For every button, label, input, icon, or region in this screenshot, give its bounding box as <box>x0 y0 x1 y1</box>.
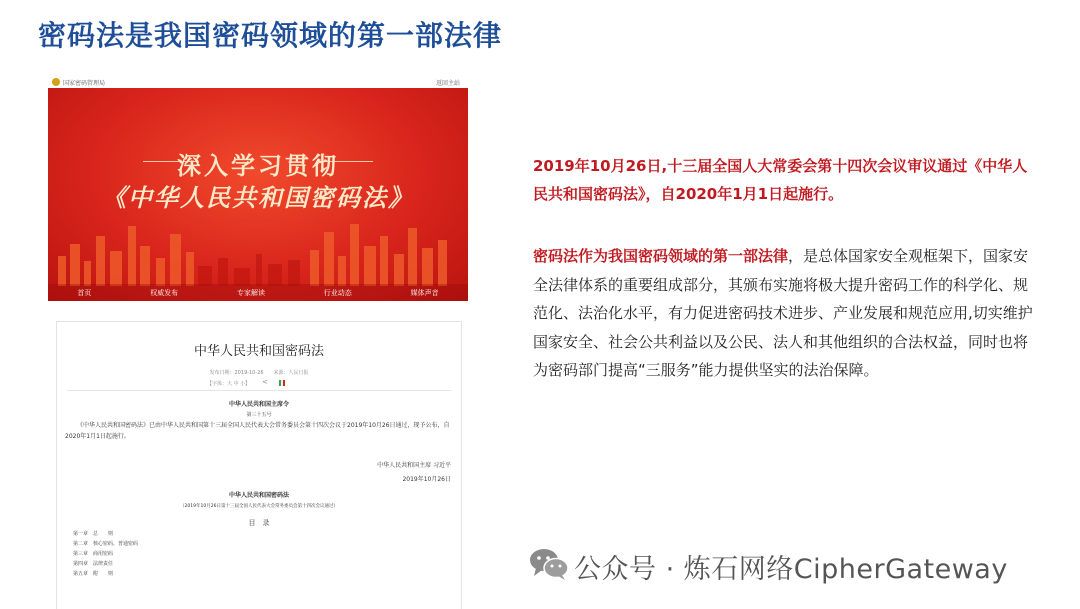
font-size-tools[interactable]: 【字体：大 中 小】 <box>207 381 251 387</box>
banner-topbar <box>48 76 468 88</box>
document-divider <box>67 390 451 391</box>
toc-title: 目 录 <box>248 519 270 527</box>
toc-item: 第四章 法律责任 <box>73 561 114 567</box>
watermark-text: 公众号 · 炼石网络CipherGateway <box>574 554 1008 585</box>
return-link[interactable]: 返回主站 <box>435 80 460 87</box>
banner-headline-1: 深入学习贯彻 <box>177 152 339 180</box>
flag-icon[interactable] <box>279 380 285 386</box>
nav-item-home[interactable]: 首页 <box>77 288 92 297</box>
slide-title: 密码法是我国密码领域的第一部法律 <box>38 19 503 52</box>
law-note: （2019年10月26日第十三届全国人民代表大会常务委员会第十四次会议通过） <box>180 504 338 509</box>
decree-header: 中华人民共和国主席令 <box>228 401 289 408</box>
law-document-screenshot <box>56 321 462 609</box>
banner-screenshot <box>48 76 468 301</box>
nav-item-releases[interactable]: 权威发布 <box>150 288 179 297</box>
enactment-paragraph: 2019年10月26日,十三届全国人大常委会第十四次会议审议通过《中华人民共和国密码法》，自2020年1月1日起施行。 <box>533 157 1028 203</box>
sign-date: 2019年10月26日 <box>402 476 451 483</box>
banner-headline-2: 《中华人民共和国密码法》 <box>102 184 414 212</box>
banner-site-name: 国家密码管理局 <box>63 80 106 87</box>
nav-item-media[interactable]: 媒体声音 <box>410 288 439 297</box>
toc-item: 第三章 商用密码 <box>73 551 114 557</box>
share-icon[interactable]: < <box>262 378 268 386</box>
decree-body: 《中华人民共和国密码法》已由中华人民共和国第十三届全国人民代表大会常务委员会第十四次会议于2019年10月26日通过，现予公布，自2020年1月1日起施行。 <box>65 422 450 440</box>
law-title: 中华人民共和国密码法 <box>228 492 289 499</box>
emblem-icon <box>52 78 60 86</box>
document-title: 中华人民共和国密码法 <box>193 344 324 359</box>
nav-item-industry[interactable]: 行业动态 <box>323 288 352 297</box>
toc-item: 第一章 总 则 <box>73 531 114 537</box>
toc-item: 第五章 附 则 <box>73 571 114 577</box>
decree-number: 第三十五号 <box>246 412 272 418</box>
significance-text: ，是总体国家安全观框架下，国家安全法律体系的重要组成部分，其颁布实施将极大提升密码工作的科学化、规范化、法治化水平，有力促进密码技术进步、产业发展和规范应用,切实维护国家安全、社会公共利益以及公民、法人和其他组织的合法权益，同时也将为密码部门提高“三服务”能力提供坚实的法治保障。 <box>533 247 1033 379</box>
document-meta: 发布日期：2019-10-26 来源：人民日报 <box>209 370 309 376</box>
wechat-icon <box>528 546 570 582</box>
banner-nav <box>48 284 468 301</box>
nav-item-experts[interactable]: 专家解读 <box>236 288 265 297</box>
toc-item: 第二章 核心密码、普通密码 <box>73 541 139 547</box>
city-skyline-graphic <box>48 206 468 286</box>
significance-paragraph <box>533 242 1033 385</box>
signatory: 中华人民共和国主席 习近平 <box>377 462 451 469</box>
significance-highlight: 密码法作为我国密码领域的第一部法律 <box>533 247 789 265</box>
